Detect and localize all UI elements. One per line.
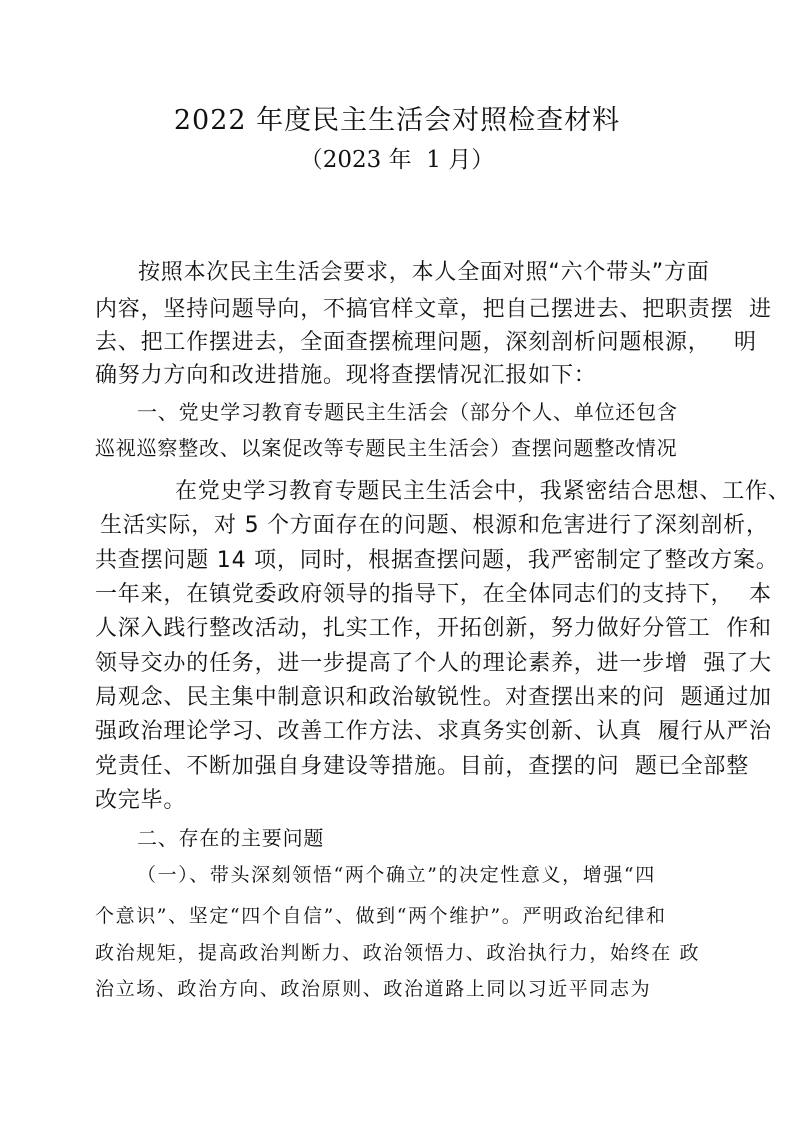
section1-body-line: 改完毕。 <box>95 788 187 813</box>
section2-sub-line: 政治规矩，提高政治判断力、政治领悟力、政治执行力，始终在 政 <box>95 942 701 964</box>
section1-body-line: 党责任、不断加强自身建设等措施。目前，查摆的问 题已全部整 <box>95 754 749 779</box>
section2-sub-line: 个意识”、坚定“四个自信”、做到“两个维护”。严明政治纪律和 <box>95 905 667 927</box>
section1-heading: 一、党史学习教育专题民主生活会（部分个人、单位还包含 <box>137 400 678 424</box>
section1-body-line: 一年来，在镇党委政府领导的指导下，在全体同志们的支持下， 本 <box>95 582 772 607</box>
section1-body-line: 共查摆问题 14 项，同时，根据查摆问题，我严密制定了整改方案。 <box>95 548 779 573</box>
section1-body-line: 生活实际，对 5 个方面存在的问题、根源和危害进行了深刻剖析， <box>100 513 769 538</box>
section1-body-line: 强政治理论学习、改善工作方法、求真务实创新、认真 履行从严治 <box>95 719 772 744</box>
section2-sub-line: （一）、带头深刻领悟“两个确立”的决定性意义，增强“四 <box>137 864 656 886</box>
section1-body-line: 领导交办的任务，进一步提高了个人的理论素养，进一步增 强了大 <box>95 651 772 676</box>
section1-body-line: 在党史学习教育专题民主生活会中，我紧密结合思想、工作、 <box>175 479 791 504</box>
section1-heading: 巡视巡察整改、以案促改等专题民主生活会）查摆问题整改情况 <box>95 436 678 460</box>
section2-sub-line: 治立场、政治方向、政治原则、政治道路上同以习近平同志为 <box>95 978 652 1000</box>
section2-heading: 二、存在的主要问题 <box>137 826 325 850</box>
intro-line: 去、把工作摆进去，全面查摆梳理问题，深刻剖析问题根源， 明 <box>95 330 757 355</box>
intro-line: 内容，坚持问题导向，不搞官样文章，把自己摆进去、把职责摆 进 <box>95 297 772 322</box>
intro-line: 确努力方向和改进措施。现将查摆情况汇报如下： <box>95 363 597 388</box>
document-title: 2022 年度民主生活会对照检查材料 <box>173 105 621 136</box>
section1-body-line: 人深入践行整改活动，扎实工作，开拓创新，努力做好分管工 作和 <box>95 616 772 641</box>
document-subtitle: （2023 年 1 月） <box>299 147 495 173</box>
section1-body-line: 局观念、民主集中制意识和政治敏锐性。对查摆出来的问 题通过加 <box>95 685 772 710</box>
intro-line: 按照本次民主生活会要求，本人全面对照“六个带头”方面 <box>138 260 710 285</box>
